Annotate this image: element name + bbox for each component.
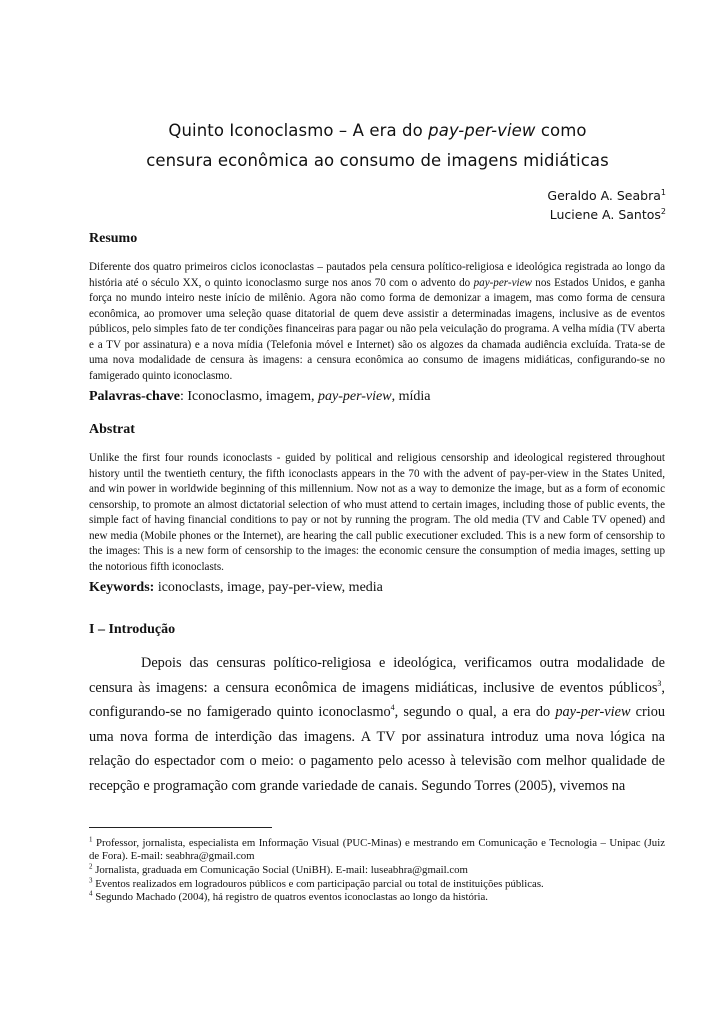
title-text: Quinto Iconoclasmo – A era do [168,121,429,140]
footnote-ref[interactable]: 3 [657,678,662,688]
resumo-text: Diferente dos quatro primeiros ciclos iconoclastas – pautados pela censura político-religiosa e ideológica registrada ao longo da história até o século XX, o quinto iconoclasmo surge nos anos 70 com o advento do pay-per-view nos Estados Unidos, e ganha força no mundo inteiro neste início de milênio. Agora não como forma de demonizar a imagem, mas como forma de censura econômica, ao promover uma seleção quase ditatorial de quem deve assistir a determinadas imagens, inclusive as de eventos públicos, pelo simples fato de ter condições financeiras para pagar ou não pela veiculação do programa. A velha mídia (TV aberta e a TV por assinatura) e a nova mídia (Telefonia móvel e Internet) são os algozes da chamada audiência excluída. Trata-se de uma nova modalidade de censura às imagens: a censura econômica ao consumo de imagens midiáticas, configurando-se no famigerado quinto iconoclasmo. [89,261,666,382]
author-1 [547,188,666,203]
footnote-divider [89,827,272,828]
keywords: Keywords: iconoclasts, image, pay-per-view, media [89,580,383,595]
footnote-2: $^2$ Jornalista, graduada em Comunicação Social (UniBH). E-mail: luseabhra@gmail.com [89,862,468,876]
title-text-end: como [535,121,587,140]
paper-title-line-2: censura econômica ao consumo de imagens midiáticas [146,151,609,170]
abstract-heading: Abstrat [89,422,135,437]
title-emphasis: pay-per-view [428,121,536,140]
footnote-ref[interactable]: 4 [390,703,395,713]
resumo-heading: Resumo [89,231,138,246]
palavras-chave: Palavras-chave: Iconoclasmo, imagem, pay-per-view, mídia [89,389,431,404]
author-2 [550,207,666,222]
author-name: Luciene A. Santos [549,207,661,222]
author-footnote-mark[interactable]: 2 [660,206,666,216]
paper-title-line-1 [90,121,665,140]
author-name: Geraldo A. Seabra [547,188,661,203]
intro-paragraph: Depois das censuras político-religiosa e ideológica, verificamos outra modalidade de censura às imagens: a censura econômica de imagens midiáticas, inclusive de eventos públicos$^3$, configurando-se no famigerado quinto iconoclasmo$^4$, segundo o qual, a era do pay-per-view criou uma nova forma de interdição das imagens. A TV por assinatura introduz uma nova lógica na relação do espectador com o meio: o pagamento pelo acesso à televisão com melhor qualidade de recepção e programação com grande variedade de canais. Segundo Torres (2005), vivemos na [89,655,666,794]
keywords-label: Keywords: [89,580,155,595]
footnote-3: $^3$ Eventos realizados em logradouros públicos e com participação parcial ou total de instituições públicas. [89,876,544,890]
abstract-text: Unlike the first four rounds iconoclasts - guided by political and religious censorship and ideological registered throughout history until the twentieth century, the fifth iconoclasts appears in the 70 with the advent of pay-per-view in the States United, and win power in worldwide beginning of this millennium. Now not as a way to demonize the image, but as a form of economic censorship, to promote an almost dictatorial selection of who must attend to certain images, including those of public events, the simple fact of having financial conditions to pay or not by running the program. The old media (TV and Cable TV opened) and new media (Mobile phones or the Internet), are hearing the call public executioner excluded. This is a new form of censorship to the images: This is a new form of censorship to the images: the economic censure the consumption of media images, setting up the notorious fifth iconoclasts. [89,452,665,573]
palavras-chave-label: Palavras-chave [89,389,180,404]
footnote-4: $^4$ Segundo Machado (2004), há registro de quatros eventos iconoclastas ao longo da história. [89,889,488,903]
footnote-1: $^1$ Professor, jornalista, especialista em Informação Visual (PUC-Minas) e mestrando em Comunicação e Tecnologia – Unipac (Juiz de Fora). E-mail: seabhra@gmail.com [89,835,665,863]
intro-heading: I – Introdução [89,622,176,637]
author-footnote-mark[interactable]: 1 [660,187,666,197]
